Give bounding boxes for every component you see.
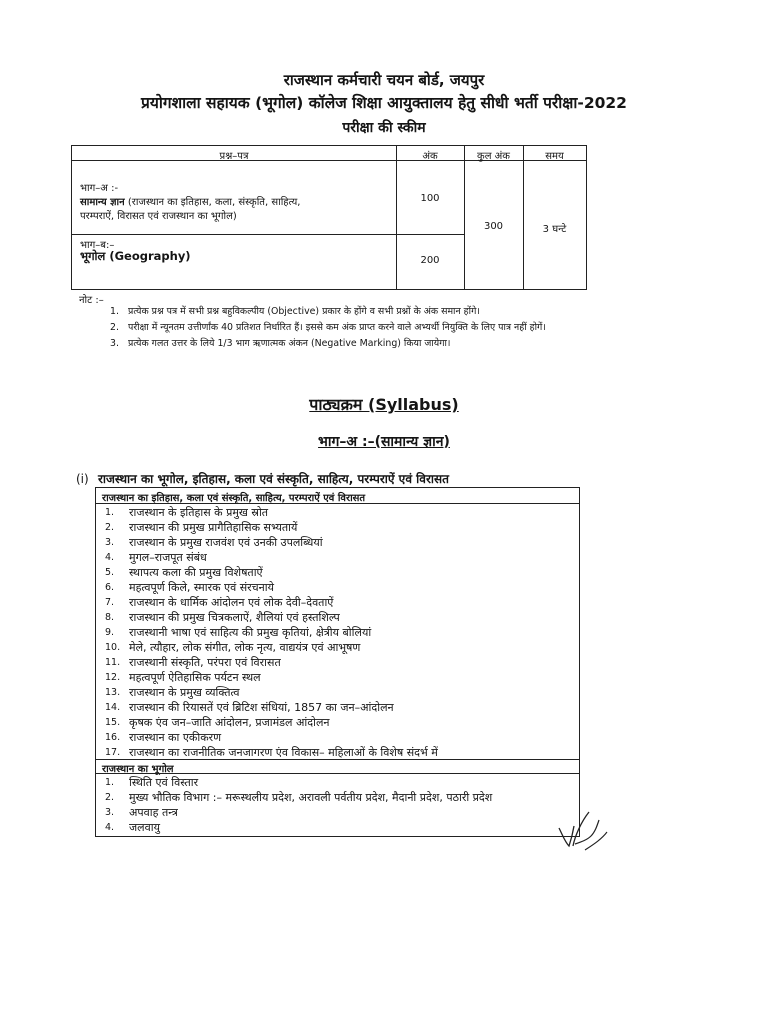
item-text: राजस्थान की रियासतें एवं ब्रिटिश संधियां, 1857 का जन–आंदोलन xyxy=(129,701,394,714)
note-item xyxy=(110,321,580,334)
item-text: कृषक एंव जन–जाति आंदोलन, प्रजामंडल आंदोलन xyxy=(129,716,330,729)
exam-scheme-table xyxy=(71,145,587,290)
item-number: 15. xyxy=(105,717,121,728)
item-text: राजस्थानी भाषा एवं साहित्य की प्रमुख कृतियां, क्षेत्रीय बोलियां xyxy=(129,626,372,639)
note-number: 2. xyxy=(110,322,119,333)
part-a-detail-continued: परम्पराऐं, विरासत एवं राजस्थान का भूगोल) xyxy=(80,211,237,222)
note-item xyxy=(110,305,580,318)
header-total-marks: कुल अंक xyxy=(477,151,510,162)
note-text: प्रत्येक गलत उत्तर के लिये 1/3 भाग ऋणात्मक अंकन (Negative Marking) किया जायेगा। xyxy=(128,338,451,349)
item-text: मेले, त्यौहार, लोक संगीत, लोक नृत्य, वाद्ययंत्र एवं आभूषण xyxy=(129,641,361,654)
note-text: प्रत्येक प्रश्न पत्र में सभी प्रश्न बहुविकल्पीय (Objective) प्रकार के होंगे व सभी प्रश्नों के अंक समान होंगे। xyxy=(128,306,480,317)
table-divider xyxy=(396,146,397,289)
item-number: 9. xyxy=(105,627,115,638)
syllabus-title: पाठ्यक्रम (Syllabus) xyxy=(309,395,459,414)
part-b-marks: 200 xyxy=(420,255,440,266)
box-divider xyxy=(96,759,579,760)
item-text: राजस्थान के प्रमुख व्यक्तित्व xyxy=(129,686,240,699)
section-heading xyxy=(76,470,449,487)
section-number: (i) xyxy=(76,472,89,486)
signature-mark xyxy=(555,806,615,856)
item-number: 13. xyxy=(105,687,121,698)
part-b-label: भाग–ब:– xyxy=(80,240,115,251)
note-label: नोट :– xyxy=(79,295,104,306)
item-number: 12. xyxy=(105,672,121,683)
item-text: राजस्थान के प्रमुख राजवंश एवं उनकी उपलब्धियां xyxy=(129,536,323,549)
notes-list xyxy=(110,305,580,353)
item-number: 6. xyxy=(105,582,115,593)
note-text: परीक्षा में न्यूनतम उत्तीर्णांक 40 प्रतिशत निर्धारित हैं। इससे कम अंक प्राप्त करने वाले अभ्यर्थी नियुक्ति के लिए पात्र नहीं होगें। xyxy=(128,322,546,333)
item-number: 1. xyxy=(105,507,115,518)
item-text: स्थापत्य कला की प्रमुख विशेषताऐं xyxy=(129,566,263,579)
header-marks: अंक xyxy=(422,151,438,162)
item-number: 2. xyxy=(105,792,115,803)
item-number: 10. xyxy=(105,642,121,653)
part-b-subject: भूगोल (Geography) xyxy=(80,249,191,263)
table-divider xyxy=(523,146,524,289)
syllabus-box xyxy=(95,487,580,837)
geography-box-heading: राजस्थान का भूगोल xyxy=(102,764,174,775)
item-number: 2. xyxy=(105,522,115,533)
item-number: 17. xyxy=(105,747,121,758)
history-box-heading: राजस्थान का इतिहास, कला एवं संस्कृति, साहित्य, परम्पराऐं एवं विरासत xyxy=(102,493,366,504)
item-number: 11. xyxy=(105,657,121,668)
item-number: 8. xyxy=(105,612,115,623)
item-number: 7. xyxy=(105,597,115,608)
part-a-subject: सामान्य ज्ञान xyxy=(80,197,125,208)
board-title: राजस्थान कर्मचारी चयन बोर्ड, जयपुर xyxy=(283,71,485,89)
item-number: 5. xyxy=(105,567,115,578)
item-text: राजस्थान के इतिहास के प्रमुख स्रोत xyxy=(129,506,269,519)
item-text: राजस्थान के धार्मिक आंदोलन एवं लोक देवी–देवताऐं xyxy=(129,596,334,609)
item-number: 14. xyxy=(105,702,121,713)
scheme-title: परीक्षा की स्कीम xyxy=(342,120,426,136)
item-text: जलवायु xyxy=(129,821,160,834)
header-time: समय xyxy=(545,151,564,162)
item-number: 3. xyxy=(105,537,115,548)
item-number: 1. xyxy=(105,777,115,788)
item-text: मुख्य भौतिक विभाग :– मरूस्थलीय प्रदेश, अरावली पर्वतीय प्रदेश, मैदानी प्रदेश, पठारी प्रदेश xyxy=(129,791,493,804)
item-number: 16. xyxy=(105,732,121,743)
part-a-detail: (राजस्थान का इतिहास, कला, संस्कृति, साहित्य, xyxy=(127,197,301,208)
item-text: राजस्थान का एकीकरण xyxy=(129,731,222,744)
item-text: राजस्थान की प्रमुख चित्रकलाऐं, शैलियां एवं हस्तशिल्प xyxy=(129,611,340,624)
item-number: 4. xyxy=(105,822,115,833)
section-title: राजस्थान का भूगोल, इतिहास, कला एवं संस्कृति, साहित्य, परम्पराऐं एवं विरासत xyxy=(98,472,449,486)
item-text: स्थिति एवं विस्तार xyxy=(129,776,199,789)
item-text: अपवाह तन्त्र xyxy=(129,806,178,819)
item-text: मुगल–राजपूत संबंध xyxy=(129,551,207,564)
part-a-description xyxy=(80,194,300,208)
exam-title: प्रयोगशाला सहायक (भूगोल) कॉलेज शिक्षा आयुक्तालय हेतु सीधी भर्ती परीक्षा-2022 xyxy=(141,94,627,112)
table-divider xyxy=(72,234,464,235)
part-a-title: भाग–अ :–(सामान्य ज्ञान) xyxy=(318,434,450,450)
table-divider xyxy=(464,146,465,289)
item-number: 4. xyxy=(105,552,115,563)
item-text: महत्वपूर्ण किले, स्मारक एवं संरचनाये xyxy=(129,581,274,594)
item-text: राजस्थानी संस्कृति, परंपरा एवं विरासत xyxy=(129,656,281,669)
header-paper: प्रश्न–पत्र xyxy=(219,151,249,162)
part-a-marks: 100 xyxy=(420,193,440,204)
item-text: राजस्थान का राजनीतिक जनजागरण एंव विकास– महिलाओं के विशेष संदर्भ में xyxy=(129,746,438,759)
syllabus-item xyxy=(96,819,579,836)
exam-time: 3 घन्टे xyxy=(542,224,567,235)
part-a-label: भाग–अ :- xyxy=(80,183,119,194)
note-item xyxy=(110,337,580,350)
note-number: 3. xyxy=(110,338,119,349)
item-number: 3. xyxy=(105,807,115,818)
item-text: राजस्थान की प्रमुख प्रागैतिहासिक सभ्यतायें xyxy=(129,521,298,534)
note-number: 1. xyxy=(110,306,119,317)
total-marks: 300 xyxy=(483,221,504,232)
item-text: महत्वपूर्ण ऐतिहासिक पर्यटन स्थल xyxy=(129,671,261,684)
